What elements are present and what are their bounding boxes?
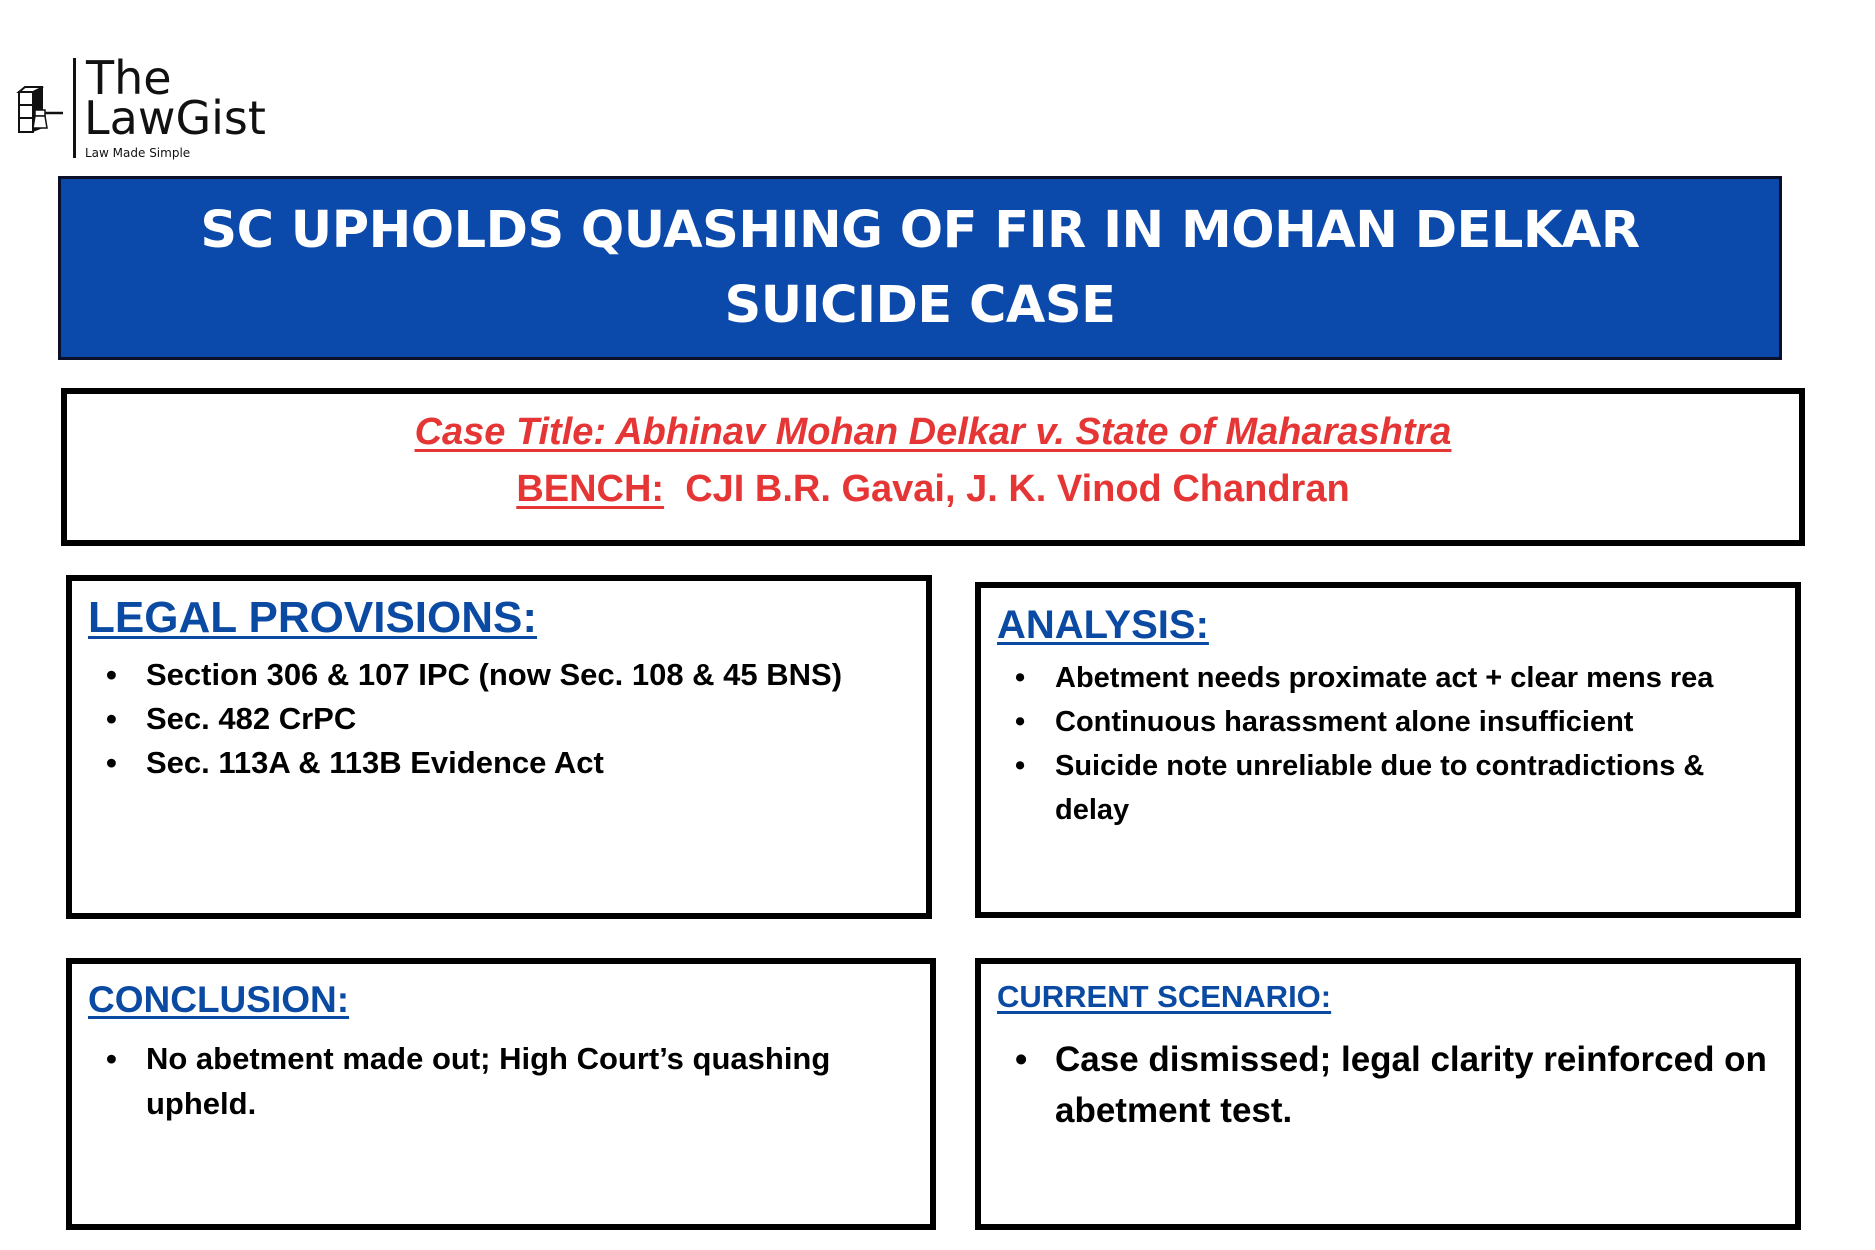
conclusion-list (88, 1036, 910, 1126)
gavel-book-icon (13, 86, 65, 138)
logo-text-the: The (86, 51, 172, 105)
headline-title: SC UPHOLDS QUASHING OF FIR IN MOHAN DELKAR SUICIDE CASE (200, 201, 1640, 335)
logo-tagline: Law Made Simple (85, 146, 191, 160)
case-info-box (61, 388, 1805, 546)
logo-icon (13, 86, 65, 138)
current-scenario-box (975, 958, 1801, 1230)
legal-provisions-heading: LEGAL PROVISIONS: (88, 593, 538, 642)
bench-label: BENCH: (516, 468, 665, 510)
list-item: • Sec. 113A & 113B Evidence Act (88, 741, 914, 785)
case-bench (67, 467, 1799, 511)
list-item: • No abetment made out; High Court’s quashing upheld. (88, 1036, 910, 1126)
list-item: • Sec. 482 CrPC (88, 697, 914, 741)
bench-spacer (664, 468, 685, 510)
conclusion-box (66, 958, 936, 1230)
current-scenario-heading: CURRENT SCENARIO: (997, 979, 1332, 1014)
list-item: • Section 306 & 107 IPC (now Sec. 108 & 45 BNS) (88, 653, 914, 697)
case-title: Case Title: Abhinav Mohan Delkar v. State of Maharashtra (414, 411, 1452, 453)
bench-value: CJI B.R. Gavai, J. K. Vinod Chandran (685, 468, 1350, 510)
legal-provisions-list (88, 653, 914, 785)
logo-divider (73, 58, 76, 158)
list-item: • Case dismissed; legal clarity reinforced on abetment test. (997, 1034, 1775, 1136)
list-item: • Abetment needs proximate act + clear mens rea (997, 656, 1775, 700)
conclusion-heading: CONCLUSION: (88, 979, 350, 1020)
analysis-box (975, 582, 1801, 918)
analysis-heading: ANALYSIS: (997, 603, 1209, 647)
legal-provisions-box (66, 575, 932, 919)
logo-text-lawgist: LawGist (84, 91, 266, 145)
headline-banner (58, 176, 1782, 360)
analysis-list (997, 656, 1775, 832)
list-item: • Continuous harassment alone insufficient (997, 700, 1775, 744)
current-scenario-list (997, 1034, 1775, 1136)
list-item: • Suicide note unreliable due to contradictions & delay (997, 744, 1775, 832)
